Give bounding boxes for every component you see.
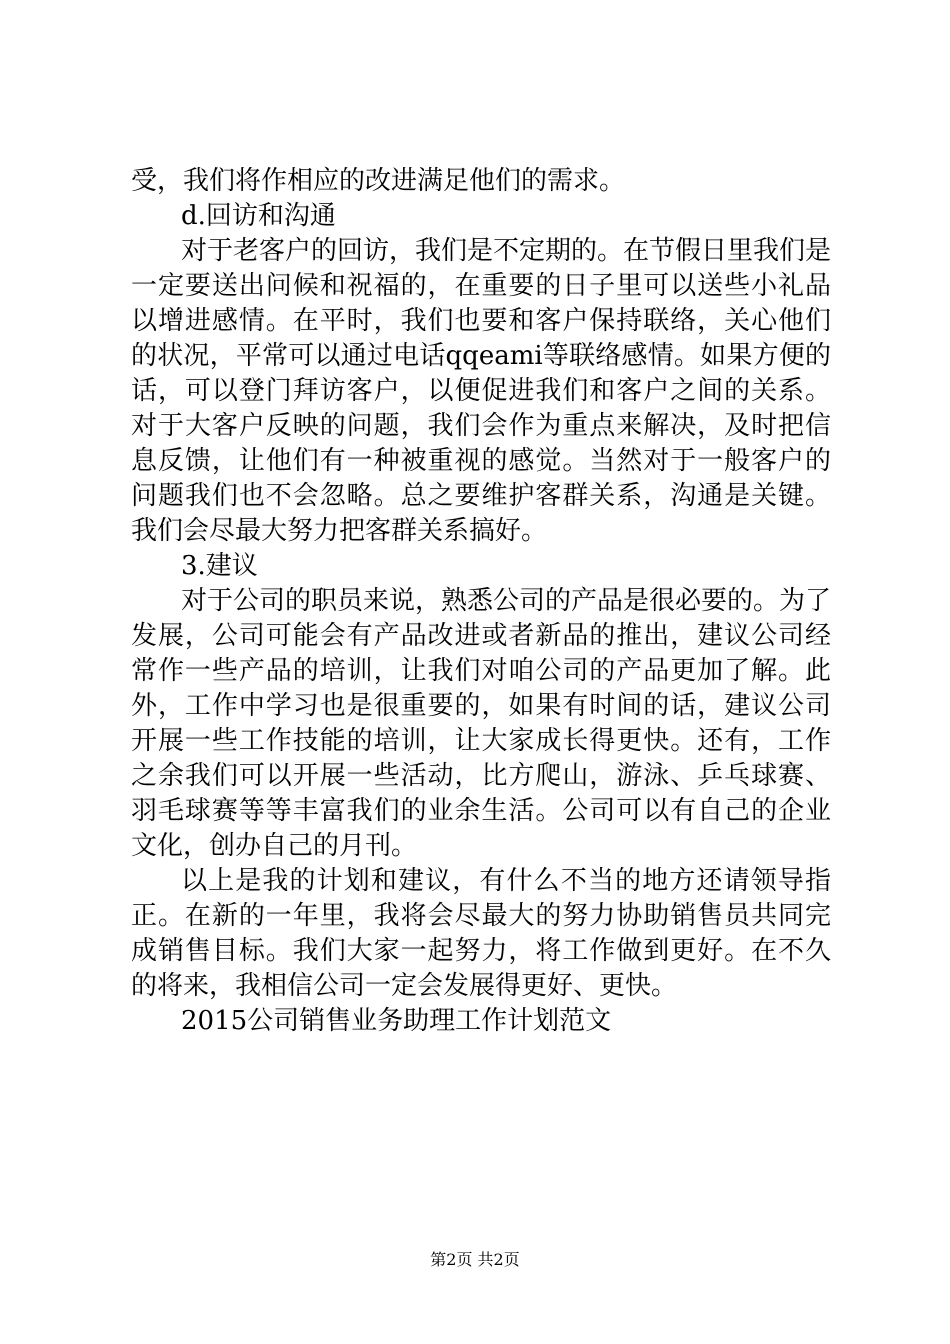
paragraph-continuation: 受，我们将作相应的改进满足他们的需求。 — [131, 166, 626, 196]
section-heading-followup: d.回访和沟通 — [181, 201, 336, 231]
document-title-line: 2015公司销售业务助理工作计划范文 — [181, 1006, 612, 1036]
paragraph-conclusion: 以上是我的计划和建议，有什么不当的地方还请领导指正。在新的一年里，我将会尽最大的努力协助销售员共同完成销售目标。我们大家一起努力，将工作做到更好。在不久的将来，我相信公司一定会发展得更好、更快。 — [131, 866, 831, 1001]
page-number-footer: 第2页 共2页 — [430, 1250, 520, 1269]
paragraph-followup-body: 对于老客户的回访，我们是不定期的。在节假日里我们是一定要送出问候和祝福的，在重要的日子里可以送些小礼品以增进感情。在平时，我们也要和客户保持联络，关心他们的状况，平常可以通过电话qqeami等联络感情。如果方便的话，可以登门拜访客户，以便促进我们和客户之间的关系。对于大客户反映的问题，我们会作为重点来解决，及时把信息反馈，让他们有一种被重视的感觉。当然对于一般客户的问题我们也不会忽略。总之要维护客群关系，沟通是关键。我们会尽最大努力把客群关系搞好。 — [131, 236, 832, 546]
document-body — [131, 164, 831, 1039]
paragraph-suggestions-body: 对于公司的职员来说，熟悉公司的产品是很必要的。为了发展，公司可能会有产品改进或者新品的推出，建议公司经常作一些产品的培训，让我们对咱公司的产品更加了解。此外，工作中学习也是很重要的，如果有时间的话，建议公司开展一些工作技能的培训，让大家成长得更快。还有，工作之余我们可以开展一些活动，比方爬山，游泳、乒乓球赛、羽毛球赛等等丰富我们的业余生活。公司可以有自己的企业文化，创办自己的月刊。 — [131, 586, 832, 861]
section-heading-suggestions: 3.建议 — [181, 551, 258, 581]
